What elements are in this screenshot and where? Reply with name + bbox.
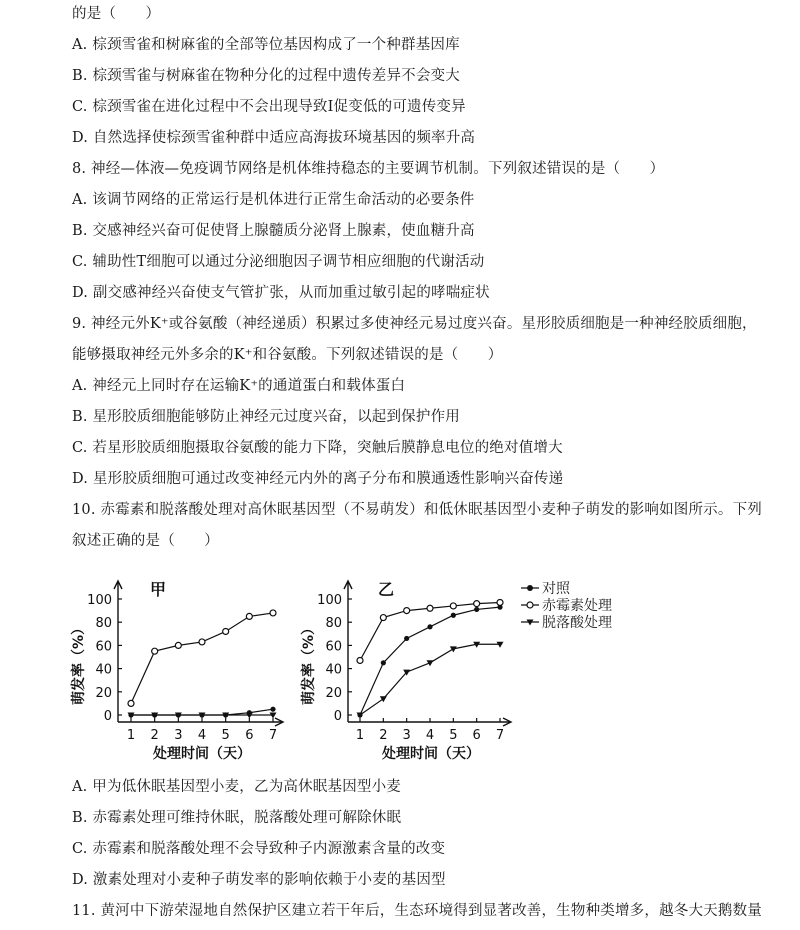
- legend-item-gibberellin: [520, 597, 612, 613]
- text-line: 叙述正确的是（ ）: [72, 533, 219, 549]
- text-line: 10. 赤霉素和脱落酸处理对高休眠基因型（不易萌发）和低休眠基因型小麦种子萌发的影响如图所示。下列: [72, 502, 762, 518]
- y-tick-label: 0: [103, 709, 112, 724]
- series-line-2: [360, 644, 500, 715]
- text-line: A. 甲为低休眠基因型小麦，乙为高休眠基因型小麦: [72, 779, 401, 795]
- legend-label-aba: 脱落酸处理: [542, 615, 612, 631]
- y-tick-label: 40: [95, 662, 112, 678]
- x-tick-label: 3: [402, 728, 411, 743]
- text-line: B. 交感神经兴奋可促使肾上腺髓质分泌肾上腺素，使血糖升高: [72, 223, 475, 239]
- y-tick-label: 80: [325, 616, 342, 632]
- y-tick-label: 100: [317, 593, 342, 608]
- text-line: C. 赤霉素和脱落酸处理不会导致种子内源激素含量的改变: [72, 841, 446, 857]
- data-point-control: [270, 707, 275, 712]
- text-line: D. 星形胶质细胞可通过改变神经元内外的离子分布和膜通透性影响兴奋传递: [72, 471, 564, 487]
- data-point-control: [381, 660, 386, 665]
- data-point-gibberellin: [152, 648, 158, 654]
- data-point-gibberellin: [128, 700, 134, 706]
- x-tick-label: 1: [126, 728, 136, 743]
- data-point-gibberellin: [404, 608, 410, 614]
- text-line: B. 赤霉素处理可维持休眠，脱落酸处理可解除休眠: [72, 810, 402, 826]
- x-tick-label: 3: [174, 728, 183, 743]
- data-point-gibberellin: [497, 599, 503, 605]
- text-line: A. 棕颈雪雀和树麻雀的全部等位基因构成了一个种群基因库: [72, 37, 460, 53]
- text-line: 能够摄取神经元外多余的K⁺和谷氨酸。下列叙述错误的是（ ）: [72, 347, 503, 363]
- text-line: C. 棕颈雪雀在进化过程中不会出现导致Ⅰ促变低的可遗传变异: [72, 99, 466, 115]
- data-point-gibberellin: [380, 615, 386, 621]
- y-axis-label: 萌发率（%）: [71, 620, 87, 706]
- x-tick-label: 5: [449, 728, 458, 743]
- legend-label-gibberellin: 赤霉素处理: [542, 598, 612, 614]
- data-point-aba: [380, 696, 387, 702]
- x-tick-label: 2: [379, 728, 388, 743]
- x-tick-label: 6: [245, 728, 254, 743]
- y-tick-label: 20: [95, 685, 112, 701]
- chart-title: 甲: [150, 580, 167, 599]
- legend-label-control: 对照: [542, 581, 570, 597]
- data-point-gibberellin: [474, 601, 480, 607]
- text-line: 8. 神经—体液—免疫调节网络是机体维持稳态的主要调节机制。下列叙述错误的是（ ）: [72, 161, 665, 177]
- data-point-control: [451, 613, 456, 618]
- text-line: 的是（ ）: [72, 6, 161, 22]
- x-tick-label: 4: [425, 728, 435, 743]
- text-line: D. 激素处理对小麦种子萌发率的影响依赖于小麦的基因型: [72, 872, 446, 888]
- data-point-gibberellin: [270, 610, 276, 616]
- x-tick-label: 5: [221, 728, 230, 743]
- chart-yi: [300, 575, 515, 770]
- text-line: 9. 神经元外K⁺或谷氨酸（神经递质）积累过多使神经元易过度兴奋。星形胶质细胞是一种神经胶质细胞，: [72, 316, 757, 332]
- y-tick-label: 60: [325, 639, 342, 655]
- y-tick-label: 60: [95, 639, 112, 655]
- filled-circle-line-icon: [520, 582, 540, 594]
- triangle-down-line-icon: [520, 616, 540, 628]
- x-tick-label: 4: [197, 728, 207, 743]
- text-line: D. 自然选择使棕颈雪雀种群中适应高海拔环境基因的频率升高: [72, 130, 476, 146]
- data-point-aba: [450, 646, 457, 652]
- text-line: A. 该调节网络的正常运行是机体进行正常生命活动的必要条件: [72, 192, 475, 208]
- legend-item-aba: [520, 614, 612, 630]
- text-line: D. 副交感神经兴奋使支气管扩张，从而加重过敏引起的哮喘症状: [72, 285, 490, 301]
- data-point-gibberellin: [199, 639, 205, 645]
- y-tick-label: 100: [87, 593, 112, 608]
- chart-legend: [520, 580, 612, 631]
- x-tick-label: 1: [355, 728, 365, 743]
- series-line-1: [131, 613, 273, 703]
- open-circle-line-icon: [520, 599, 540, 611]
- data-point-gibberellin: [175, 642, 181, 648]
- x-axis-label: 处理时间（天）: [382, 746, 480, 762]
- legend-item-control: [520, 580, 612, 596]
- data-point-control: [474, 607, 479, 612]
- data-point-gibberellin: [223, 628, 229, 634]
- text-line: 11. 黄河中下游荣湿地自然保护区建立若干年后，生态环境得到显著改善，生物种类增多，越冬大天鹅数量: [72, 903, 762, 919]
- text-line: A. 神经元上同时存在运输K⁺的通道蛋白和载体蛋白: [72, 378, 406, 394]
- x-axis-label: 处理时间（天）: [153, 746, 251, 762]
- x-tick-label: 7: [268, 728, 278, 743]
- x-tick-label: 6: [472, 728, 481, 743]
- y-tick-label: 80: [95, 616, 112, 632]
- text-line: B. 星形胶质细胞能够防止神经元过度兴奋，以起到保护作用: [72, 409, 460, 425]
- chart-jia: [70, 575, 290, 770]
- data-point-gibberellin: [450, 603, 456, 609]
- data-point-control: [427, 624, 432, 629]
- x-tick-label: 2: [150, 728, 159, 743]
- data-point-gibberellin: [246, 613, 252, 619]
- data-point-gibberellin: [357, 657, 363, 663]
- x-tick-label: 7: [495, 728, 505, 743]
- y-axis-label: 萌发率（%）: [301, 620, 317, 706]
- y-tick-label: 40: [325, 662, 342, 678]
- y-tick-label: 20: [325, 685, 342, 701]
- text-line: B. 棕颈雪雀与树麻雀在物种分化的过程中遗传差异不会变大: [72, 68, 460, 84]
- chart-title: 乙: [378, 580, 395, 599]
- data-point-control: [404, 636, 409, 641]
- text-line: C. 若星形胶质细胞摄取谷氨酸的能力下降，突触后膜静息电位的绝对值增大: [72, 440, 563, 456]
- y-tick-label: 0: [333, 709, 342, 724]
- text-line: C. 辅助性T细胞可以通过分泌细胞因子调节相应细胞的代谢活动: [72, 254, 485, 270]
- data-point-gibberellin: [427, 605, 433, 611]
